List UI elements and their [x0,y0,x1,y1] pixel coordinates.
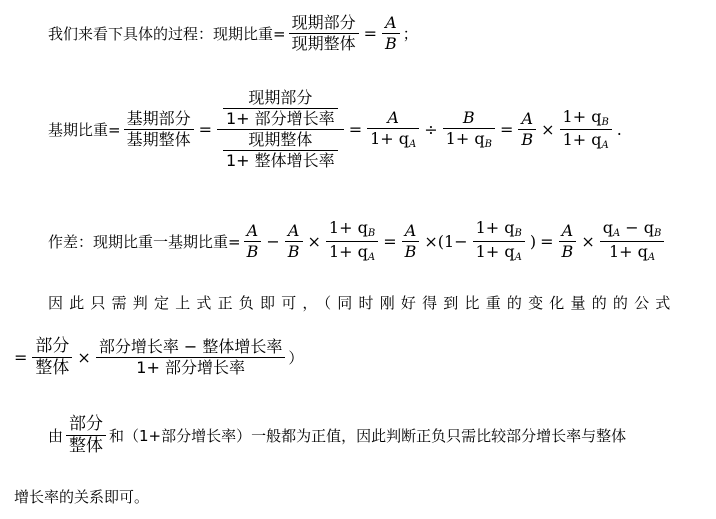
paragraph-line-4: 因此只需判定上式正负即可，（同时刚好得到比重的变化量的的公式 [48,294,677,312]
base-ratio-label: 基期比重= [48,121,121,139]
equation-line-1: 我们来看下具体的过程：现期比重= $\frac{\text{现期部分}}{\text{现期整体}}$ = $\frac{A}{B}$ ； [48,13,418,53]
paragraph-line-6: 由 $\frac{\text{部分}}{\text{整体}}$ 和（1+部分增长率）一般都为正值，因此判断正负只需比较部分增长率与整体 [48,414,627,457]
fraction-b-over-1qb: $\frac{B}{1+ q_B}$ [443,108,495,152]
compound-fraction: $\frac{\frac{\text{现期部分}}{\text{1+ 部分增长率}}}{\frac{\text{现期整体}}{\text{1+ 整体增长率}}}$ [217,88,344,171]
fraction-a-over-1qa: $\frac{A}{1+ q_A}$ [367,108,419,152]
fraction-part-over-whole: $\frac{\text{部分}}{\text{整体}}$ [32,336,72,380]
fraction-current-part-over-whole: $\frac{\text{现期部分}}{\text{现期整体}}$ [289,13,359,54]
fraction-part-over-whole-2: $\frac{\text{部分}}{\text{整体}}$ [66,414,106,458]
intro-text: 我们来看下具体的过程：现期比重= [48,25,286,43]
fraction-a-over-b-2: $\frac{A}{B}$ [518,109,536,150]
equation-line-5: = $\frac{\text{部分}}{\text{整体}}$ × $\frac{\text{部分增长率 − 整体增长率}}{\text{1+ 部分增长率}}$ ） [14,336,304,379]
difference-label: 作差：现期比重一基期比重= [48,232,241,251]
fraction-base-part-over-whole: $\frac{\text{基期部分}}{\text{基期整体}}$ [124,109,194,150]
equation-line-2: 基期比重= $\frac{\text{基期部分}}{\text{基期整体}}$ = $\frac{\frac{\text{现期部分}}{\text{1+ 部分增长率}}}{\frac{\text{现期整体}}{\text{1+ 整体增长率}}}$ = $\frac{A}{1+ q_A}$ ÷ $\frac{B}{1+ q_B}$ = $\frac{A}{B}$ × $\frac{1+ q_B}{1+ q_A}$ . [48,88,622,170]
equation-line-3: 作差：现期比重一基期比重= $\frac{A}{B}$ − $\frac{A}{B}$ × $\frac{1+ q_B}{1+ q_A}$ = $\frac{A}{B}$ ×(1− $\frac{1+ q_B}{1+ q_A}$ ) = $\frac{A}{B}$ × $\frac{q_A - q_B}{1+ q_A}$ [48,218,667,264]
fraction-1qb-over-1qa: $\frac{1+ q_B}{1+ q_A}$ [560,107,612,153]
fraction-a-over-b: $\frac{A}{B}$ [382,13,400,54]
fraction-growth-difference: $\frac{\text{部分增长率 − 整体增长率}}{\text{1+ 部分增长率}}$ [96,337,286,378]
paragraph-line-7: 增长率的关系即可。 [14,488,150,506]
